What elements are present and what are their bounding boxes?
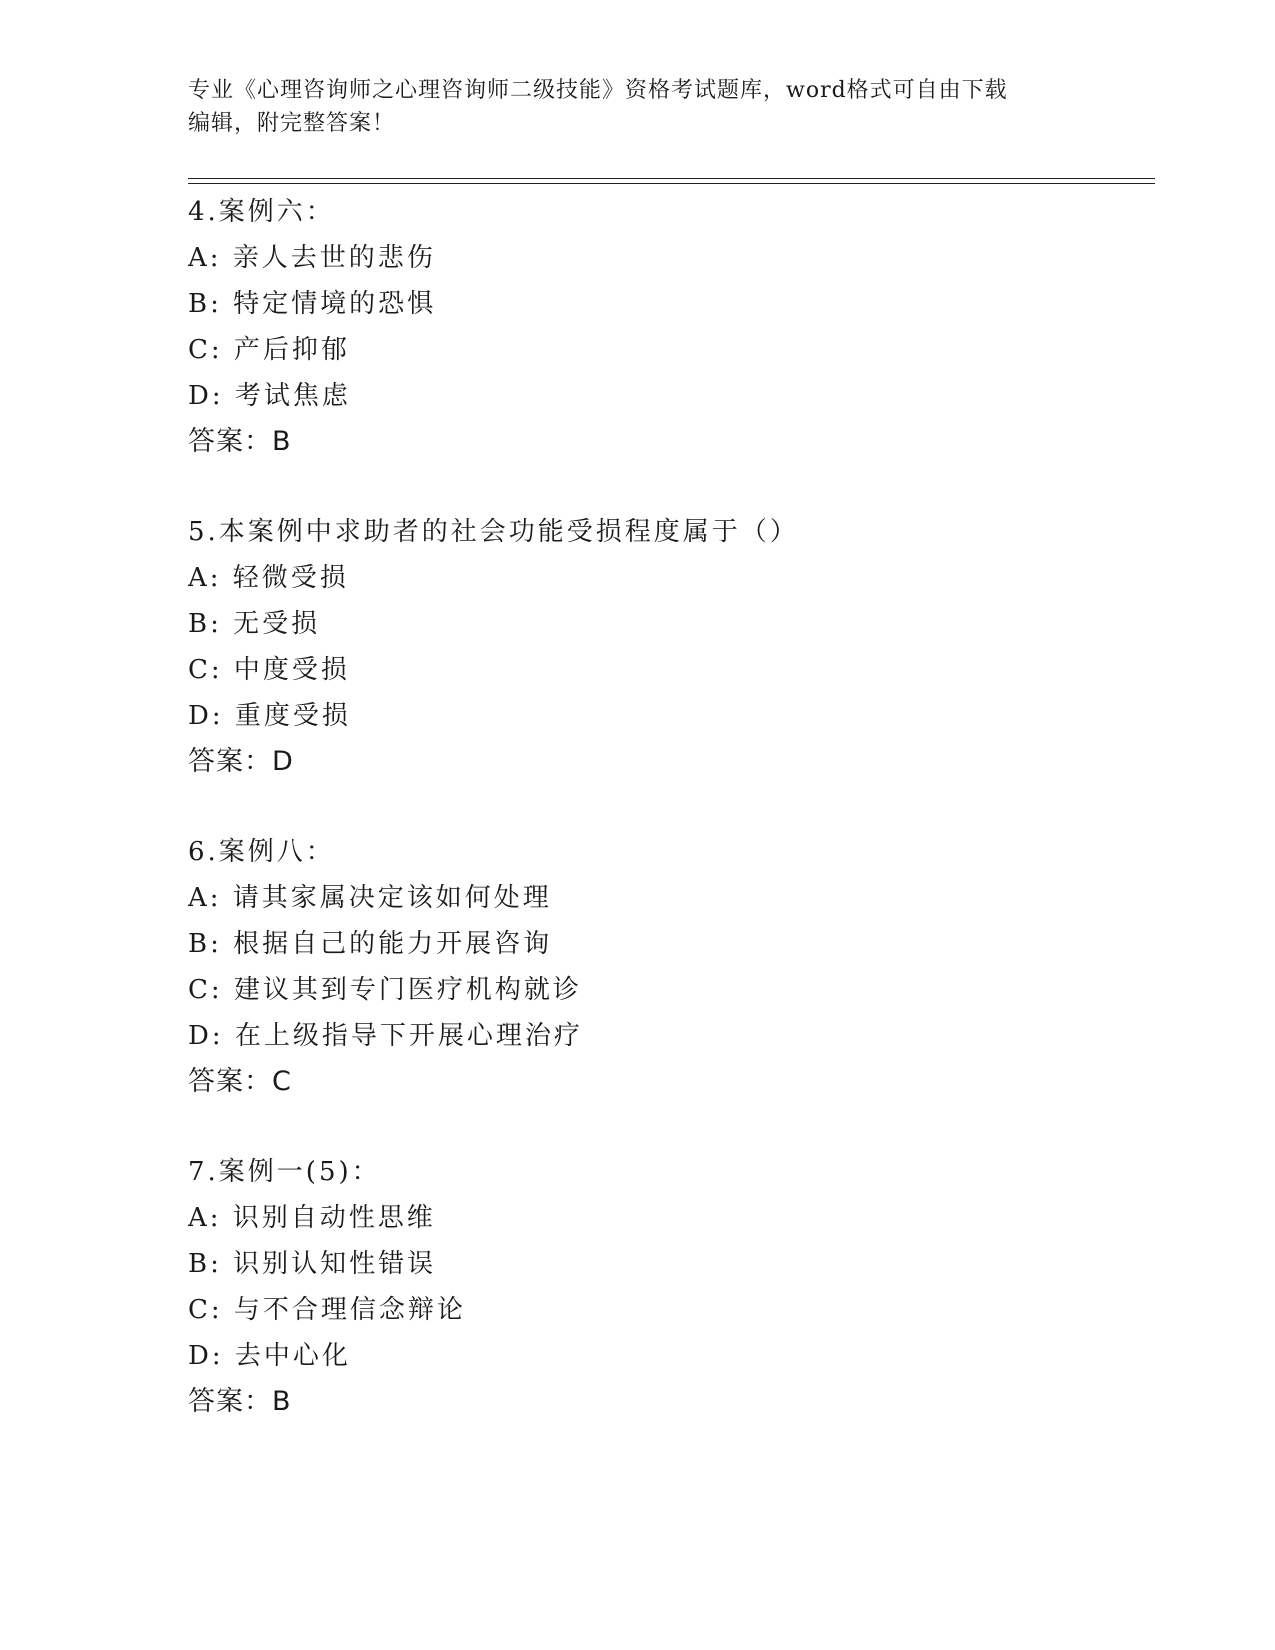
option-d: D: 考试焦虑 [188, 381, 351, 411]
question-stem: 4.案例六： [188, 197, 335, 227]
option-b: B: 特定情境的恐惧 [188, 289, 437, 319]
option-d: D: 重度受损 [188, 701, 351, 731]
option-c: C: 中度受损 [188, 655, 350, 685]
answer: 答案：D [188, 746, 294, 777]
option-c: C: 产后抑郁 [188, 335, 350, 365]
answer: 答案：B [188, 1386, 292, 1417]
option-c: C: 建议其到专门医疗机构就诊 [188, 975, 582, 1005]
question-stem: 6.案例八： [188, 837, 335, 867]
document-header [188, 74, 1088, 140]
header-line-2: 编辑，附完整答案！ [188, 111, 396, 136]
header-line-1: 专业《心理咨询师之心理咨询师二级技能》资格考试题库，word格式可自由下载 [188, 78, 1008, 103]
question-block [188, 1149, 1148, 1425]
question-stem: 7.案例一(5)： [188, 1157, 381, 1187]
question-block [188, 829, 1148, 1105]
option-d: D: 去中心化 [188, 1341, 351, 1371]
option-b: B: 无受损 [188, 609, 321, 639]
question-block [188, 189, 1148, 465]
header-divider-bottom [188, 183, 1155, 184]
option-b: B: 根据自己的能力开展咨询 [188, 929, 553, 959]
question-stem: 5.本案例中求助者的社会功能受损程度属于（） [188, 517, 799, 547]
option-c: C: 与不合理信念辩论 [188, 1295, 466, 1325]
header-divider-top [188, 178, 1155, 179]
option-b: B: 识别认知性错误 [188, 1249, 437, 1279]
option-a: A: 亲人去世的悲伤 [188, 243, 436, 273]
option-a: A: 轻微受损 [188, 563, 349, 593]
option-a: A: 请其家属决定该如何处理 [188, 883, 552, 913]
answer: 答案：C [188, 1066, 292, 1097]
answer: 答案：B [188, 426, 292, 457]
option-a: A: 识别自动性思维 [188, 1203, 436, 1233]
question-block [188, 509, 1148, 785]
option-d: D: 在上级指导下开展心理治疗 [188, 1021, 583, 1051]
